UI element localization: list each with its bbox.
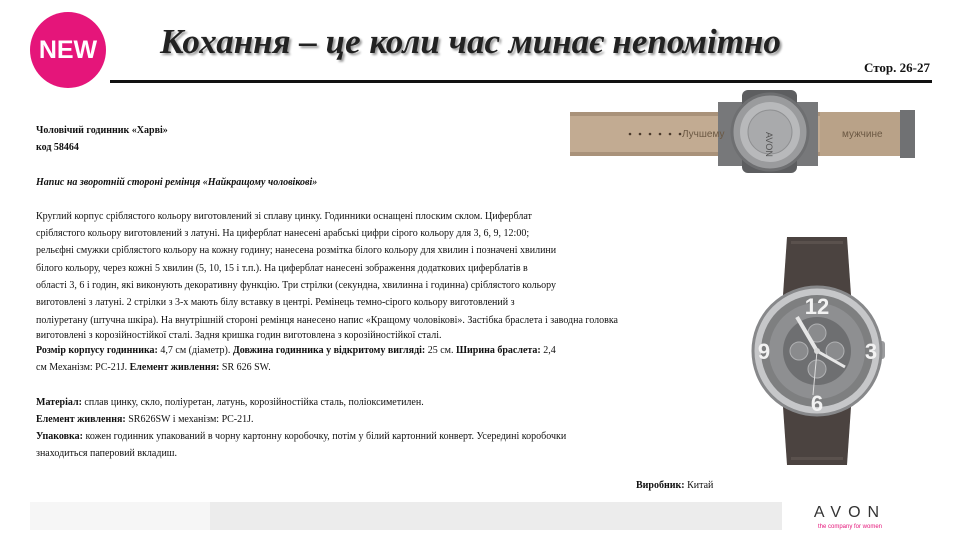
new-badge-label: NEW [38, 35, 98, 64]
length-value: 25 см. [427, 344, 454, 356]
strap-lettering-2: мужчине [842, 129, 883, 140]
description-line-1: Круглий корпус сріблястого кольору виготовлений зі сплаву цинку. Годинники оснащені плоским склом. Циферблат [36, 210, 532, 222]
battery2-label: Елемент живлення: [36, 413, 126, 425]
product-inscription: Напис на зворотній стороні ремінця «Найкращому чоловікові» [36, 176, 318, 188]
specs-line-1 [36, 342, 736, 359]
dial-numeral-12: 12 [804, 294, 830, 319]
material-value: сплав цинку, скло, поліуретан, латунь, корозійностійка сталь, поліоксиметилен. [84, 396, 424, 408]
material-label: Матеріал: [36, 396, 82, 408]
description-line-3: рельєфні смужки сріблястого кольору на кожну годину; нанесена розмітка білого кольору для хвилин і позначені хвилини [36, 245, 557, 257]
description-line-2: сріблястого кольору виготовлений з латуні. На циферблат нанесені арабські цифри сірого кольору для 3, 6, 9, 12:00; [36, 228, 530, 240]
packaging-line-2: знаходиться паперовий вкладиш. [36, 448, 178, 460]
header-divider [110, 80, 932, 83]
battery-value: SR 626 SW. [221, 362, 271, 374]
avon-tagline: the company for women [817, 524, 883, 530]
product-description-block [36, 122, 736, 463]
length-label: Довжина годинника у відкритому вигляді: [232, 344, 426, 356]
maker-value: Китай [687, 480, 714, 491]
description-line-4: білого кольору, через кожні 5 хвилин (5, 10, 15 і т.п.). На циферблат нанесені зображення додаткових циферблатів в [36, 262, 528, 274]
footer-bar-left [30, 502, 210, 530]
product-name: Чоловічий годинник «Харві» [36, 125, 168, 136]
dial-numeral-6: 6 [810, 391, 824, 416]
dial-numeral-3: 3 [864, 339, 878, 364]
description-line-7: поліуретану (штучна шкіра). На внутрішній стороні ремінця нанесено напис «Кращому чоловікові». Застібка браслета і заводна головка [36, 314, 618, 326]
watch-front-image [747, 235, 887, 467]
specs-line-2 [36, 359, 736, 376]
page-numbers: Стор. 26-27 [864, 60, 930, 75]
manufacturer [636, 480, 713, 491]
case-size-value: 4,7 см (діаметр). [160, 344, 231, 356]
description-line-8: виготовлені з корозійностійкої сталі. Задня кришка годин виготовлена з корозійностійкої сталі. [36, 329, 442, 341]
width-value: 2,4 [543, 344, 556, 356]
width-continuation: см Механізм: PC-21J. [36, 362, 128, 374]
description-line-6: виготовлені з латуні. 2 стрілки з 3-х мають білу вставку в центрі. Ремінець темно-сірого кольору виготовлений з [36, 297, 515, 309]
material-line [36, 394, 736, 411]
maker-label: Виробник: [636, 480, 685, 491]
case-size-label: Розмір корпусу годинника: [36, 344, 158, 356]
svg-text:AVON: AVON [764, 132, 774, 157]
avon-logo [790, 498, 910, 538]
battery-label: Елемент живлення: [129, 362, 220, 374]
strap-lettering-1: Лучшему [682, 129, 725, 140]
packaging-line [36, 428, 736, 445]
product-code: код 58464 [36, 142, 79, 154]
packaging-label: Упаковка: [36, 431, 84, 443]
footer-bar [210, 502, 782, 530]
dial-numeral-9: 9 [757, 339, 771, 364]
page-title: Кохання – це коли час минає непомітно [160, 22, 781, 61]
packaging-value: кожен годинник упакований в чорну картонну коробочку, потім у білий картонний конверт. Усередині коробочки [85, 431, 567, 443]
avon-brand: AVON [813, 504, 887, 521]
new-badge [30, 12, 106, 88]
battery2-value: SR626SW і механізм: PC-21J. [128, 413, 254, 425]
width-label: Ширина браслета: [456, 344, 541, 356]
battery-line-2 [36, 411, 736, 428]
description-line-5: області 3, 6 і годин, які виконують декоративну функцію. Три стрілки (секундна, хвилинна і годинна) сріблястого кольору [36, 280, 557, 292]
